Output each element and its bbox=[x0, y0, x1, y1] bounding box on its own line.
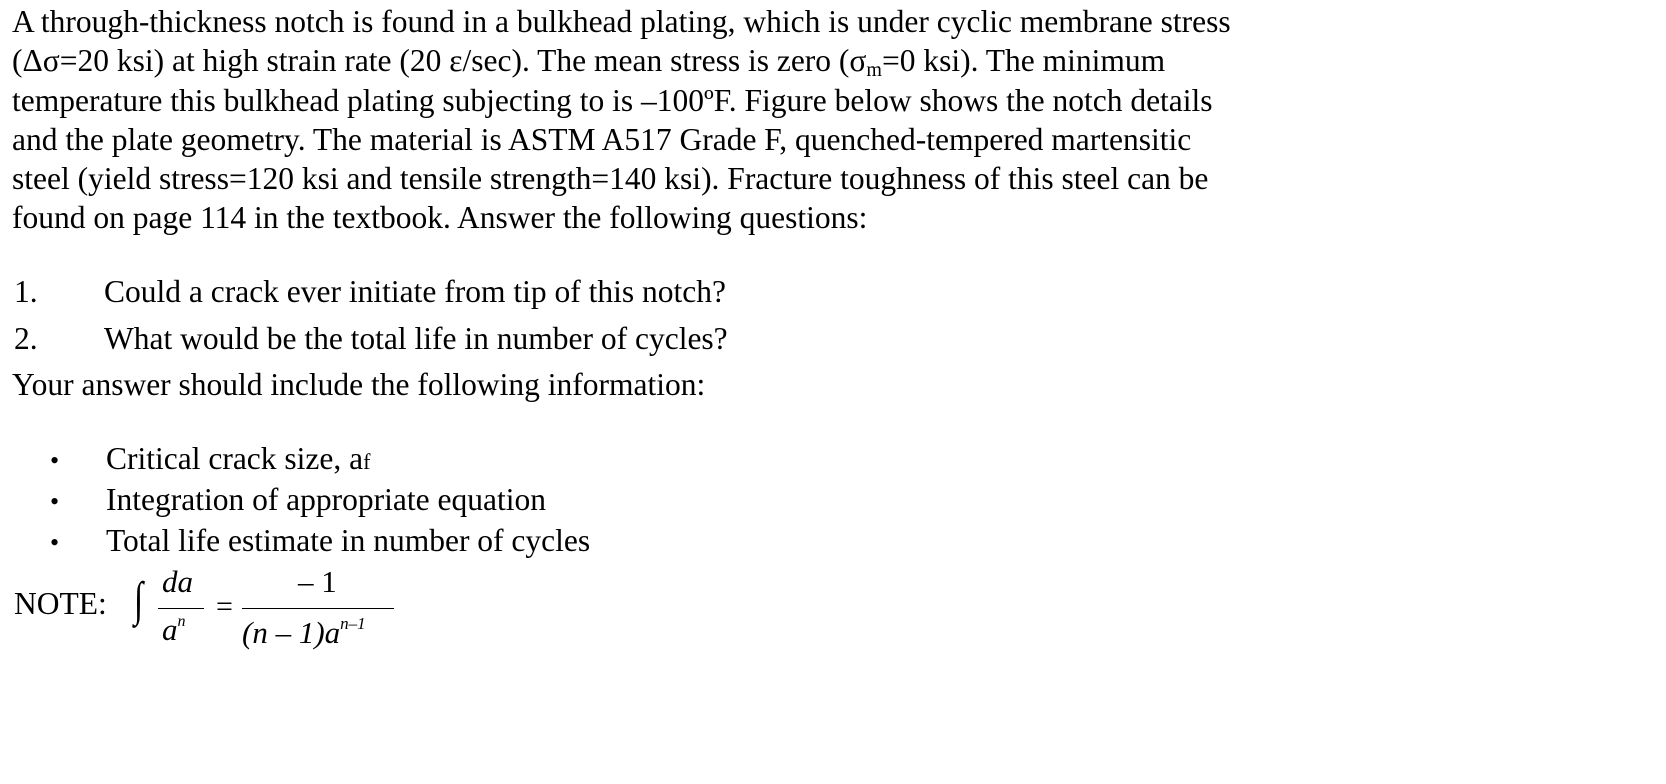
equals-sign: = bbox=[216, 590, 233, 623]
bullet-icon: • bbox=[50, 487, 60, 516]
requirements-list bbox=[50, 438, 590, 561]
intro-line-2-end: =0 ksi). The minimum bbox=[881, 43, 1166, 79]
mean-stress-subscript: m bbox=[866, 59, 882, 82]
integral-sign: ∫ bbox=[133, 573, 144, 626]
rhs-denominator-exponent: n–1 bbox=[340, 614, 366, 633]
list-item bbox=[50, 479, 590, 520]
lhs-fraction-bar bbox=[158, 608, 204, 609]
question-1 bbox=[14, 274, 726, 310]
rhs-denominator-base: (n – 1)a bbox=[242, 615, 341, 650]
question-text: What would be the total life in number of cycles? bbox=[104, 321, 728, 356]
note-label: NOTE: bbox=[14, 586, 107, 621]
intro-line-5: steel (yield stress=120 ksi and tensile strength=140 ksi). Fracture toughness of this steel can be bbox=[12, 161, 1209, 197]
rhs-fraction-bar bbox=[242, 608, 394, 609]
lhs-denominator bbox=[162, 612, 186, 648]
question-number: 1. bbox=[14, 274, 38, 309]
lhs-numerator: da bbox=[162, 564, 193, 599]
intro-line-2 bbox=[12, 41, 1432, 80]
list-item-text: Total life estimate in number of cycles bbox=[106, 523, 591, 558]
bullet-icon: • bbox=[50, 528, 60, 557]
lhs-denominator-base: a bbox=[162, 612, 178, 647]
rhs-numerator: – 1 bbox=[298, 564, 337, 599]
lhs-denominator-exponent: n bbox=[177, 613, 186, 630]
list-item bbox=[50, 520, 590, 561]
question-number: 2. bbox=[14, 321, 38, 356]
question-text: Could a crack ever initiate from tip of this notch? bbox=[104, 274, 726, 309]
list-item-subscript: f bbox=[363, 449, 371, 474]
rhs-denominator bbox=[242, 614, 366, 651]
bullet-icon: • bbox=[50, 446, 60, 475]
intro-line-1: A through-thickness notch is found in a bulkhead plating, which is under cyclic membrane stress bbox=[12, 4, 1231, 39]
note-formula bbox=[14, 562, 434, 662]
list-item-text: Integration of appropriate equation bbox=[106, 482, 546, 517]
answer-requirements-heading: Your answer should include the following information: bbox=[12, 367, 706, 402]
intro-line-3: temperature this bulkhead plating subjecting to is –100ºF. Figure below shows the notch details bbox=[12, 82, 1213, 118]
list-item bbox=[50, 438, 590, 479]
intro-line-4: and the plate geometry. The material is ASTM A517 Grade F, quenched-tempered martensitic bbox=[12, 121, 1192, 157]
problem-statement bbox=[12, 2, 1432, 238]
list-item-text: Critical crack size, a bbox=[106, 441, 364, 476]
intro-line-6: found on page 114 in the textbook. Answer the following questions: bbox=[12, 200, 868, 236]
intro-line-2-start: (Δσ=20 ksi) at high strain rate (20 ε/sec). The mean stress is zero (σ bbox=[12, 43, 867, 79]
question-2 bbox=[14, 321, 728, 357]
